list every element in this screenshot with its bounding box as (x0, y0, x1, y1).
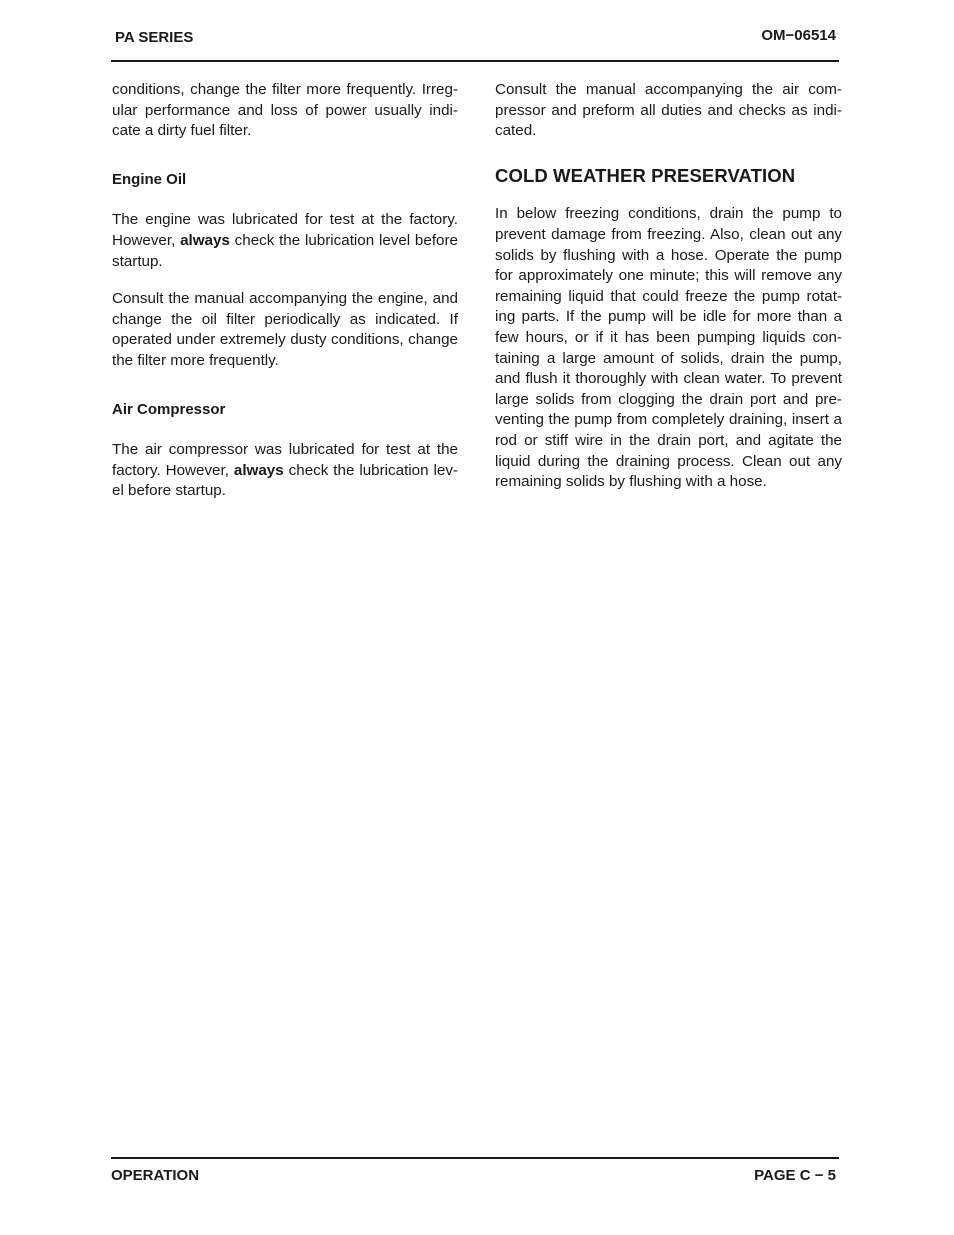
section-label: OPERATION (111, 1167, 200, 1184)
right-column (495, 80, 842, 510)
air-compressor-heading: Air Compressor (112, 400, 226, 418)
document-number: OM−06514 (761, 27, 836, 44)
series-label: PA SERIES (115, 29, 194, 46)
engine-oil-paragraph-1 (112, 210, 458, 272)
engine-oil-paragraph-2: Consult the manual accompanying the engine, and change the oil filter periodically as indicated. If operated under extremely dusty conditions, change the filter more frequently. (112, 290, 458, 369)
left-column (112, 80, 458, 519)
fuel-filter-continuation: conditions, change the filter more frequently. Irreg-ular performance and loss of power usually indi-cate a dirty fuel filter. (112, 81, 458, 140)
air-compressor-text-b: check the lubrication lev-el before startup. (112, 461, 458, 500)
engine-oil-heading: Engine Oil (112, 170, 187, 188)
cold-weather-heading: COLD WEATHER PRESERVATION (495, 164, 796, 186)
engine-oil-emphasis: always (180, 231, 230, 249)
engine-oil-text-b: check the lubrication level before startup. (112, 231, 458, 270)
cold-weather-paragraph: In below freezing conditions, drain the pump to prevent damage from freezing. Also, clean out any solids by flushing with a hose. Operate the pump for approximately one minute; this will remove any remaining liquid that could freeze the pump rotat-ing parts. If the pump will be idle for more than a few hours, or if it has been pumping liquids con-taining a large amount of solids, drain the pump, and flush it thoroughly with clean water. To prevent large solids from clogging the drain port and pre-venting the pump from completely draining, insert a rod or stiff wire in the drain port, and agitate the liquid during the draining process. Clean out any remaining solids by flushing with a hose. (495, 205, 842, 491)
page-number: PAGE C − 5 (754, 1167, 836, 1184)
air-compressor-manual-note: Consult the manual accompanying the air com-pressor and preform all duties and checks as indi-cated. (495, 81, 842, 140)
air-compressor-emphasis: always (233, 461, 284, 479)
engine-oil-text-a: The engine was lubricated for test at the factory. However, (112, 211, 458, 249)
page-footer (111, 1157, 839, 1199)
air-compressor-paragraph (112, 440, 458, 502)
page-header (111, 26, 839, 62)
air-compressor-text-a: The air compressor was lubricated for test at the factory. However, (112, 441, 458, 479)
